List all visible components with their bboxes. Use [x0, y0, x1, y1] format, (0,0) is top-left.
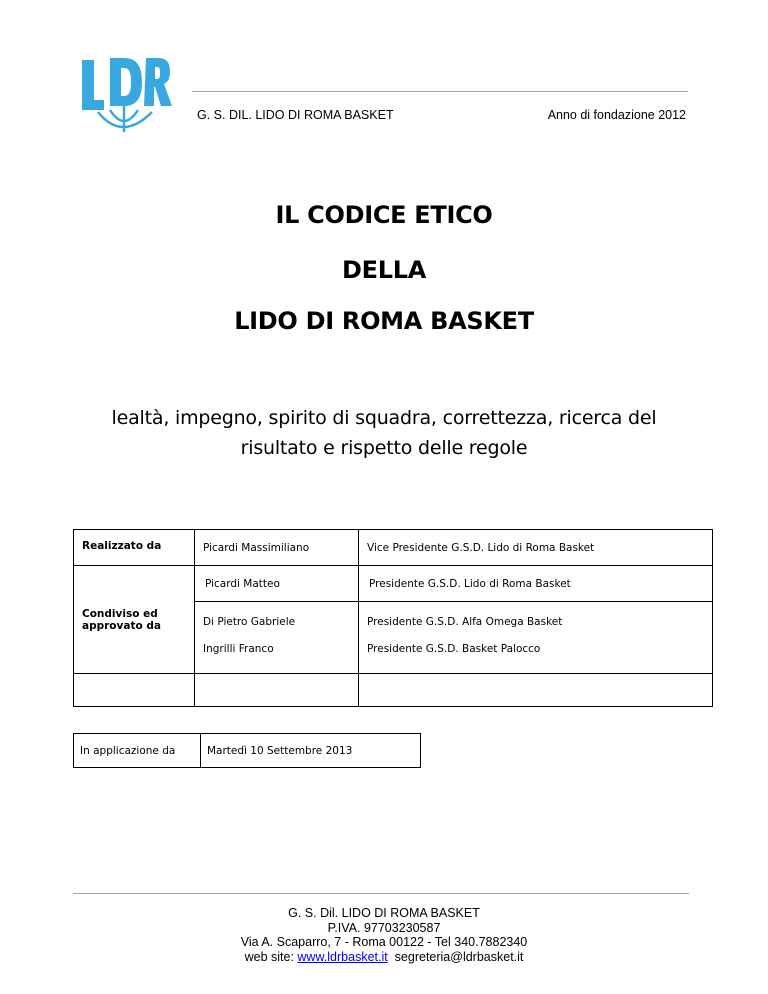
title-line-3: LIDO DI ROMA BASKET — [234, 307, 534, 335]
footer-email[interactable]: segreteria@ldrbasket.it — [394, 949, 524, 964]
empty-cell — [195, 674, 359, 707]
footer-vat: P.IVA. 97703230587 — [327, 920, 441, 935]
application-date: Martedì 10 Settembre 2013 — [201, 734, 421, 768]
subtitle-line-1: lealtà, impegno, spirito di squadra, correttezza, ricerca del — [111, 407, 657, 429]
application-table — [73, 733, 421, 768]
person-name: Picardi Matteo — [205, 578, 280, 590]
footer — [0, 906, 768, 964]
approved-label-line-1: Condiviso ed — [82, 607, 158, 620]
footer-rule — [73, 893, 689, 894]
person-role: Presidente G.S.D. Alfa Omega Basket — [367, 616, 563, 628]
person-name: Di Pietro Gabriele — [203, 616, 296, 628]
header-club-name: G. S. DIL. LIDO DI ROMA BASKET — [197, 108, 394, 122]
person-role-cell — [359, 530, 713, 566]
header-rule — [192, 91, 688, 92]
made-by-label-cell — [74, 530, 195, 566]
title-line-1: IL CODICE ETICO — [275, 201, 493, 229]
person-role: Presidente G.S.D. Basket Palocco — [367, 643, 541, 655]
approved-label-line-2: approvato da — [82, 619, 161, 632]
person-role-cell — [359, 566, 713, 602]
footer-contacts — [0, 950, 768, 965]
footer-address: Via A. Scaparro, 7 - Roma 00122 - Tel 340.7882340 — [240, 935, 528, 950]
table-row — [74, 734, 421, 768]
subtitle — [90, 403, 678, 463]
ldr-logo — [76, 52, 172, 136]
table-row — [74, 674, 713, 707]
person-name-cell — [195, 530, 359, 566]
empty-cell — [359, 674, 713, 707]
website-link[interactable]: www.ldrbasket.it — [297, 949, 388, 964]
person-name: Picardi Massimiliano — [203, 542, 310, 554]
authors-table — [73, 529, 713, 707]
subtitle-line-2: risultato e rispetto delle regole — [240, 437, 528, 459]
footer-club: G. S. Dil. LIDO DI ROMA BASKET — [288, 906, 480, 920]
footer-web-prefix: web site: — [244, 949, 298, 964]
approved-label-cell — [74, 566, 195, 674]
person-role: Vice Presidente G.S.D. Lido di Roma Basket — [367, 542, 595, 554]
table-row — [74, 566, 713, 602]
header-founded: Anno di fondazione 2012 — [547, 108, 686, 122]
made-by-label: Realizzato da — [82, 540, 162, 552]
person-role-cell — [359, 639, 713, 674]
person-name-cell — [195, 602, 359, 640]
empty-cell — [74, 674, 195, 707]
person-role-cell — [359, 602, 713, 640]
person-role: Presidente G.S.D. Lido di Roma Basket — [369, 578, 571, 590]
person-name-cell — [195, 566, 359, 602]
application-label: In applicazione da — [74, 734, 201, 768]
table-row — [74, 530, 713, 566]
person-name-cell — [195, 639, 359, 674]
person-name: Ingrilli Franco — [203, 643, 274, 655]
title-line-2: DELLA — [342, 256, 426, 284]
